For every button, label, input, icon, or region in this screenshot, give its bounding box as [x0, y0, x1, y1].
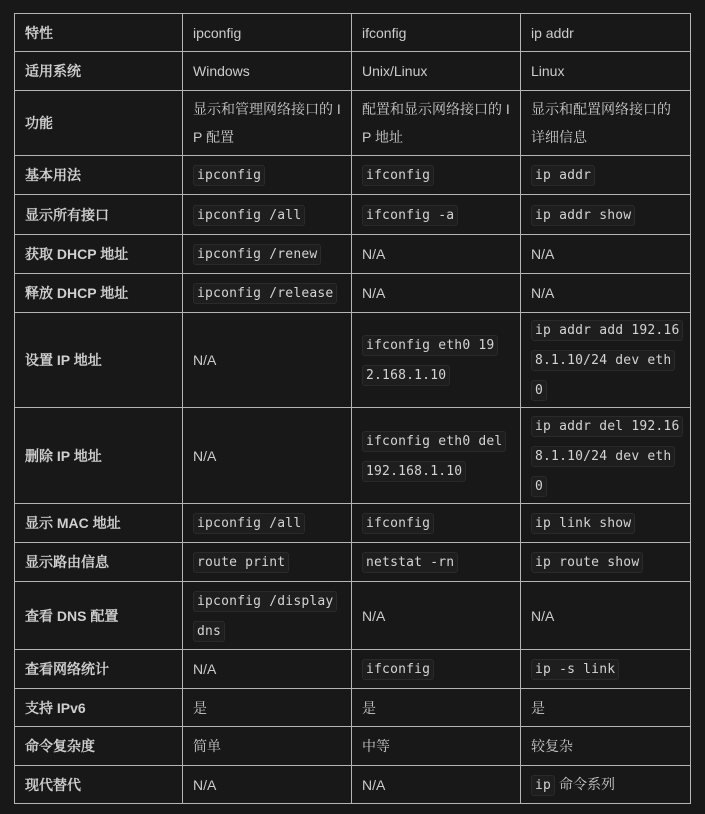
- command-code: ifconfig eth0 192.168.1.10: [362, 335, 498, 386]
- cell-text: N/A: [531, 285, 555, 301]
- row-label: 功能: [15, 91, 183, 156]
- table-cell: [183, 195, 352, 235]
- table-row: [15, 504, 691, 543]
- cell-text: N/A: [362, 776, 386, 793]
- cell-text: 是: [193, 699, 207, 716]
- cell-text: N/A: [193, 352, 217, 368]
- table-cell: [521, 582, 691, 650]
- command-code: ipconfig /displaydns: [193, 591, 337, 642]
- command-code: ipconfig: [193, 165, 265, 186]
- table-cell: [521, 274, 691, 313]
- command-code: netstat -rn: [362, 552, 458, 573]
- table-row: [15, 727, 691, 766]
- command-code: ip addr add 192.168.1.10/24 dev eth0: [531, 320, 683, 401]
- cell-text: N/A: [531, 246, 555, 262]
- cell-text: Windows: [193, 63, 250, 79]
- cell-text: 显示和管理网络接口的 IP 配置: [193, 101, 341, 145]
- row-label: 删除 IP 地址: [15, 408, 183, 504]
- command-code: ip link show: [531, 513, 635, 534]
- command-code: ip route show: [531, 552, 643, 573]
- command-code: ipconfig /renew: [193, 244, 321, 265]
- table-row: [15, 235, 691, 274]
- header-ip-addr: ip addr: [521, 14, 691, 52]
- row-label: 支持 IPv6: [15, 689, 183, 727]
- command-code: ip -s link: [531, 659, 619, 680]
- table-cell: [521, 235, 691, 274]
- row-label: 设置 IP 地址: [15, 313, 183, 408]
- table-row: [15, 195, 691, 235]
- table-row: [15, 91, 691, 156]
- table-cell: [521, 727, 691, 766]
- table-cell: [521, 408, 691, 504]
- table-cell: [352, 274, 521, 313]
- table-cell: [183, 766, 352, 804]
- table-cell: [183, 52, 352, 91]
- table-cell: [521, 650, 691, 689]
- command-code: ip addr show: [531, 205, 635, 226]
- table-cell: [352, 52, 521, 91]
- header-feature: 特性: [15, 14, 183, 52]
- table-cell: [521, 91, 691, 156]
- cell-text: N/A: [193, 661, 217, 677]
- row-label: 适用系统: [15, 52, 183, 91]
- cell-text: 是: [362, 699, 376, 716]
- command-code: ifconfig: [362, 165, 434, 186]
- cell-suffix: 命令系列: [555, 775, 615, 792]
- table-cell: [183, 274, 352, 313]
- header-ifconfig: ifconfig: [352, 14, 521, 52]
- table-cell: [183, 543, 352, 582]
- row-label: 显示 MAC 地址: [15, 504, 183, 543]
- table-cell: [521, 543, 691, 582]
- table-row: [15, 582, 691, 650]
- cell-text: 是: [531, 699, 545, 716]
- cell-text: 配置和显示网络接口的 IP 地址: [362, 101, 510, 145]
- table-cell: [352, 543, 521, 582]
- row-label: 查看网络统计: [15, 650, 183, 689]
- table-cell: [183, 91, 352, 156]
- row-label: 获取 DHCP 地址: [15, 235, 183, 274]
- table-row: [15, 52, 691, 91]
- table-cell: [183, 313, 352, 408]
- table-row: [15, 274, 691, 313]
- row-label: 命令复杂度: [15, 727, 183, 766]
- row-label: 基本用法: [15, 156, 183, 195]
- cell-text: N/A: [531, 607, 555, 624]
- table-cell: [521, 52, 691, 91]
- table-cell: [352, 582, 521, 650]
- table-cell: [521, 156, 691, 195]
- table-cell: [183, 727, 352, 766]
- command-code: ifconfig: [362, 513, 434, 534]
- cell-text: 简单: [193, 738, 221, 754]
- row-label: 查看 DNS 配置: [15, 582, 183, 650]
- command-code: ipconfig /all: [193, 513, 305, 534]
- command-code: route print: [193, 552, 289, 573]
- table-cell: [183, 408, 352, 504]
- cell-text: N/A: [193, 447, 217, 464]
- cell-text: 显示和配置网络接口的详细信息: [531, 101, 671, 145]
- command-code: ip addr: [531, 165, 595, 186]
- table-cell: [183, 650, 352, 689]
- table-cell: [352, 91, 521, 156]
- table-cell: [352, 408, 521, 504]
- cell-text: N/A: [362, 607, 386, 624]
- table-cell: [521, 689, 691, 727]
- command-code: ifconfig eth0 del 192.168.1.10: [362, 431, 506, 482]
- table-cell: [183, 689, 352, 727]
- table-cell: [521, 195, 691, 235]
- table-cell: [521, 504, 691, 543]
- command-code: ifconfig: [362, 659, 434, 680]
- table-cell: [183, 582, 352, 650]
- table-row: [15, 689, 691, 727]
- table-cell: [352, 766, 521, 804]
- table-cell: [352, 650, 521, 689]
- table-cell: [183, 156, 352, 195]
- comparison-table: [14, 13, 691, 804]
- table-cell: [352, 156, 521, 195]
- table-cell: [352, 235, 521, 274]
- row-label: 显示路由信息: [15, 543, 183, 582]
- header-row: [15, 14, 691, 52]
- row-label: 显示所有接口: [15, 195, 183, 235]
- table-cell: [352, 195, 521, 235]
- table-cell: [521, 313, 691, 408]
- cell-text: N/A: [193, 776, 217, 793]
- command-code: ipconfig /all: [193, 205, 305, 226]
- command-code: ifconfig -a: [362, 205, 458, 226]
- table-cell: [352, 727, 521, 766]
- cell-text: N/A: [362, 285, 386, 301]
- command-code: ip: [531, 775, 555, 796]
- cell-text: N/A: [362, 246, 386, 262]
- table-cell: [352, 504, 521, 543]
- table-cell: [183, 504, 352, 543]
- command-code: ip addr del 192.168.1.10/24 dev eth0: [531, 416, 683, 497]
- table-cell: [521, 766, 691, 804]
- table-cell: [352, 689, 521, 727]
- table-row: [15, 766, 691, 804]
- cell-text: 中等: [362, 738, 390, 754]
- cell-text: 较复杂: [531, 738, 573, 754]
- header-ipconfig: ipconfig: [183, 14, 352, 52]
- row-label: 释放 DHCP 地址: [15, 274, 183, 313]
- table-row: [15, 408, 691, 504]
- table-row: [15, 156, 691, 195]
- table-row: [15, 543, 691, 582]
- table-row: [15, 650, 691, 689]
- table-cell: [183, 235, 352, 274]
- cell-text: Linux: [531, 63, 565, 79]
- row-label: 现代替代: [15, 766, 183, 804]
- command-code: ipconfig /release: [193, 283, 337, 304]
- table-cell: [352, 313, 521, 408]
- cell-text: Unix/Linux: [362, 63, 428, 79]
- table-row: [15, 313, 691, 408]
